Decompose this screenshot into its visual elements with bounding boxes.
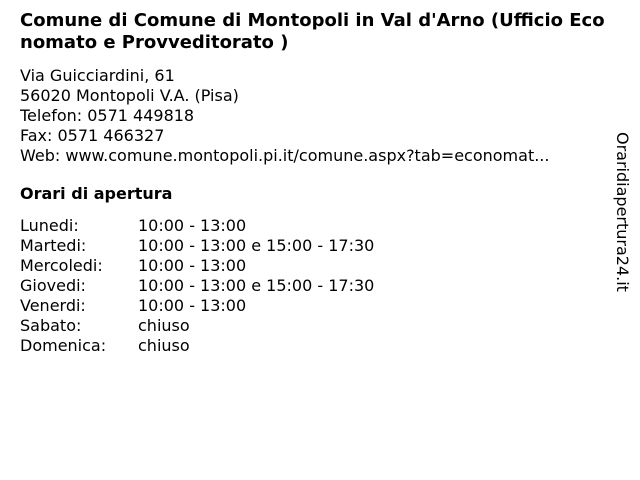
opening-hours-table — [20, 216, 605, 356]
day-label: Giovedi: — [20, 276, 86, 295]
street-address: Via Guicciardini, 61 — [20, 66, 175, 85]
day-label: Lunedi: — [20, 216, 79, 235]
address-block — [20, 66, 605, 166]
phone-number: Telefon: 0571 449818 — [20, 106, 195, 125]
hours-row-tuesday — [20, 236, 605, 256]
time-value: chiuso — [138, 336, 190, 355]
city-address: 56020 Montopoli V.A. (Pisa) — [20, 86, 239, 105]
day-label: Sabato: — [20, 316, 82, 335]
time-value: chiuso — [138, 316, 190, 335]
time-value: 10:00 - 13:00 e 15:00 - 17:30 — [138, 276, 375, 295]
day-label: Martedi: — [20, 236, 87, 255]
day-label: Domenica: — [20, 336, 107, 355]
site-watermark: Oraridiapertura24.it — [613, 132, 632, 292]
time-value: 10:00 - 13:00 — [138, 256, 247, 275]
time-value: 10:00 - 13:00 e 15:00 - 17:30 — [138, 236, 375, 255]
hours-row-saturday — [20, 316, 605, 336]
hours-row-wednesday — [20, 256, 605, 276]
office-card — [20, 10, 605, 356]
opening-hours-heading: Orari di apertura — [20, 184, 173, 203]
office-title: Comune di Comune di Montopoli in Val d'Arno (Ufficio Economato e Provveditorato ) — [20, 10, 605, 53]
website-link[interactable]: Web: www.comune.montopoli.pi.it/comune.aspx?tab=economat... — [20, 146, 550, 165]
hours-row-monday — [20, 216, 605, 236]
hours-row-sunday — [20, 336, 605, 356]
hours-row-friday — [20, 296, 605, 316]
time-value: 10:00 - 13:00 — [138, 296, 247, 315]
time-value: 10:00 - 13:00 — [138, 216, 247, 235]
day-label: Mercoledi: — [20, 256, 103, 275]
fax-number: Fax: 0571 466327 — [20, 126, 165, 145]
hours-row-thursday — [20, 276, 605, 296]
day-label: Venerdi: — [20, 296, 86, 315]
